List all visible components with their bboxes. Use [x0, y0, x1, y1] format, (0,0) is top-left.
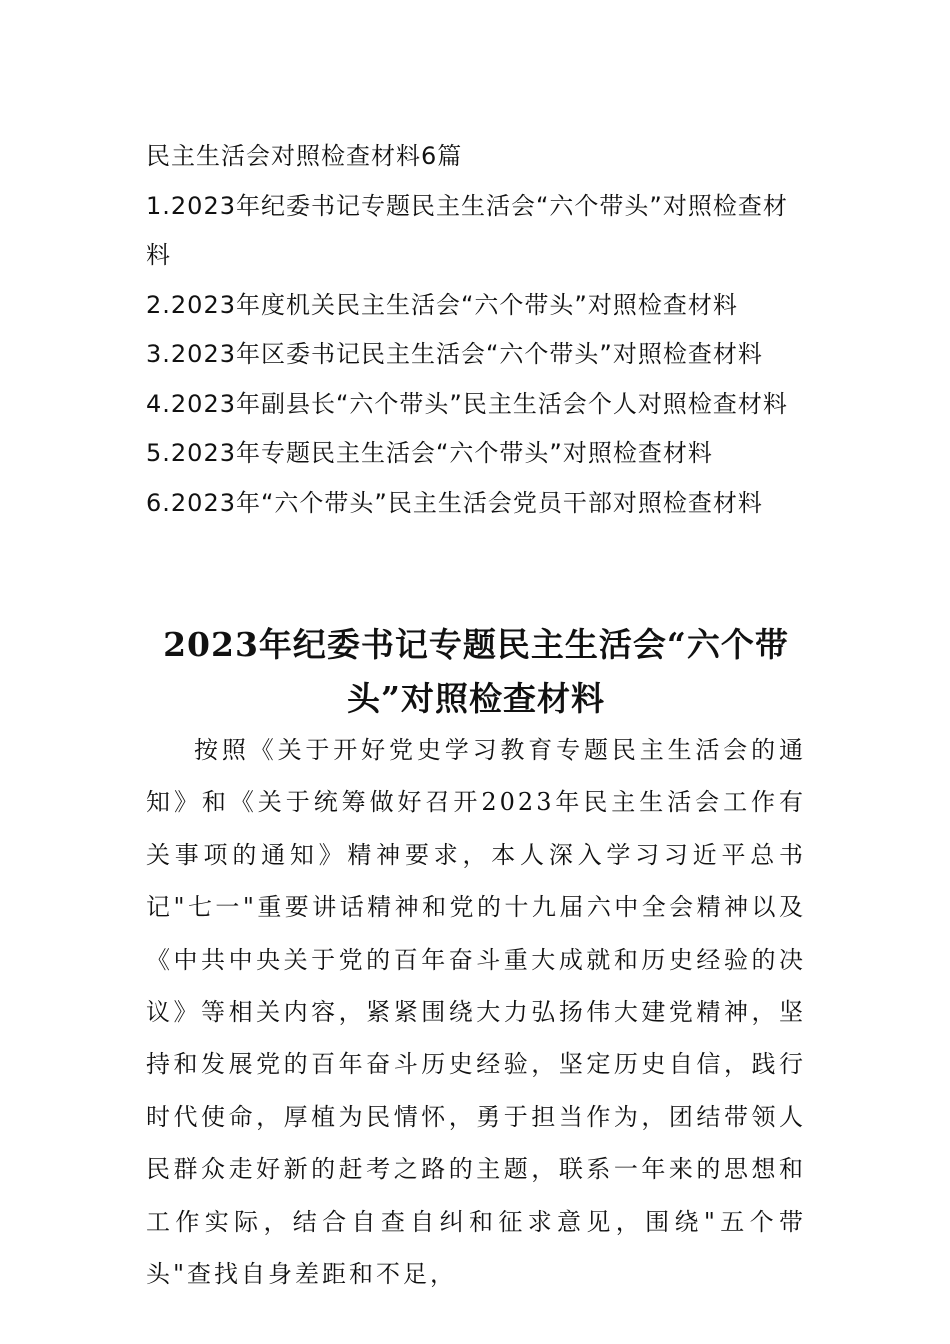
toc-item: 5.2023年专题民主生活会“六个带头”对照检查材料 — [146, 439, 713, 467]
toc-item: 1.2023年纪委书记专题民主生活会“六个带头”对照检查材料 — [146, 191, 788, 269]
toc-item: 3.2023年区委书记民主生活会“六个带头”对照检查材料 — [146, 340, 763, 368]
toc-item: 2.2023年度机关民主生活会“六个带头”对照检查材料 — [146, 290, 738, 319]
toc-item: 4.2023年副县长“六个带头”民主生活会个人对照检查材料 — [146, 389, 788, 418]
article-paragraph: 按照《关于开好党史学习教育专题民主生活会的通知》和《关于统筹做好召开2023年民主生活会工作有关事项的通知》精神要求，本人深入学习习近平总书记"七一"重要讲话精神和党的十九届六中全会精神以及《中共中央关于党的百年奋斗重大成就和历史经验的决议》等相关内容，紧紧围绕大力弘扬伟大建党精神，坚持和发展党的百年奋斗历史经验，坚定历史自信，践行时代使命，厚植为民情怀，勇于担当作为，团结带领人民群众走好新的赶考之路的主题，联系一年来的思想和工作实际，结合自查自纠和征求意见，围绕"五个带头"查找自身差距和不足， — [146, 736, 806, 1289]
article-title: 2023年纪委书记专题民主生活会“六个带头”对照检查材料 — [163, 625, 789, 718]
toc-item: 6.2023年“六个带头”民主生活会党员干部对照检查材料 — [146, 488, 763, 517]
toc-heading: 民主生活会对照检查材料6篇 — [146, 142, 463, 170]
toc-list — [146, 132, 806, 528]
